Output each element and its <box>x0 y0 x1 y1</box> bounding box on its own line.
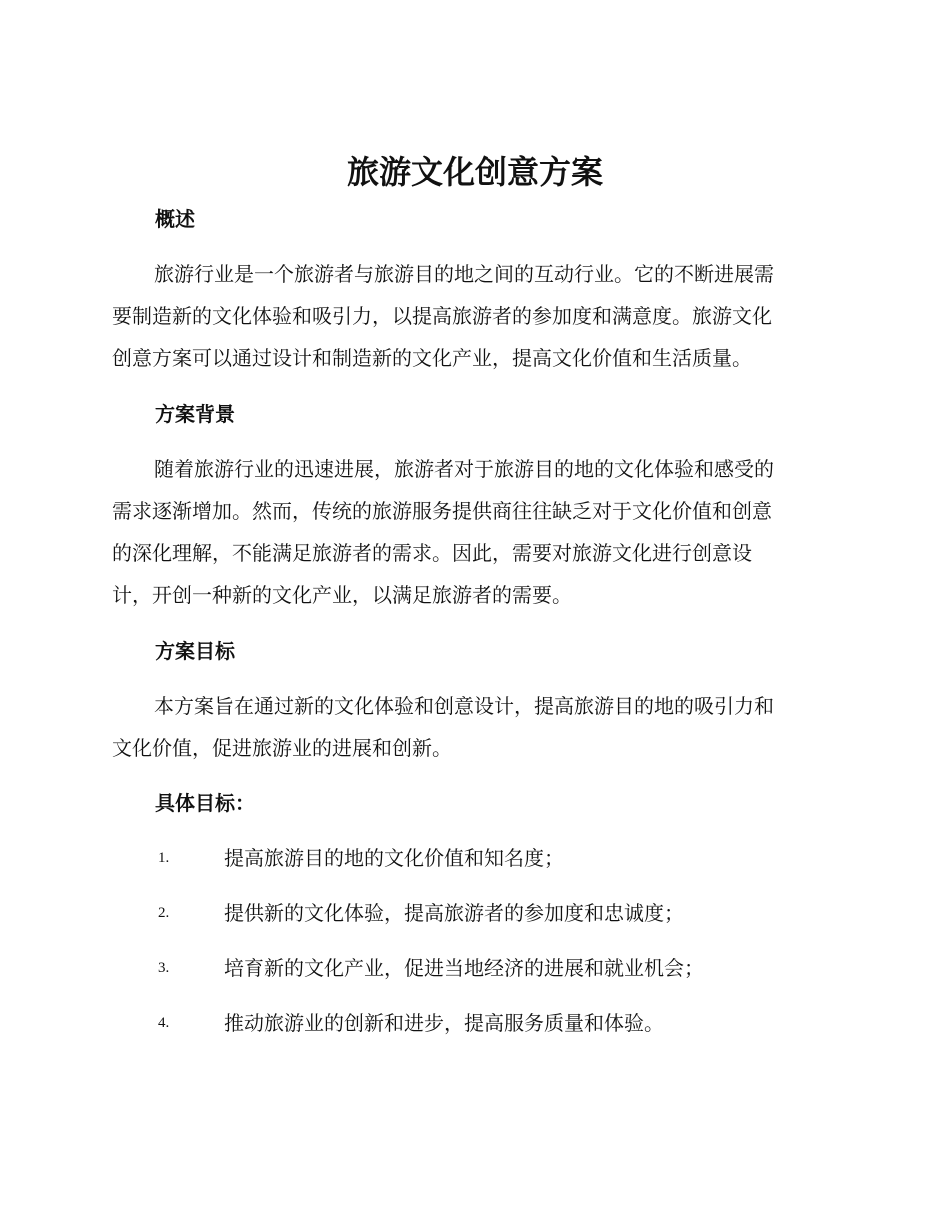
list-item-number: 4. <box>158 1015 170 1031</box>
list-item-text: 培育新的文化产业，促进当地经济的进展和就业机会； <box>224 956 704 980</box>
paragraph-line: 创意方案可以通过设计和制造新的文化产业，提高文化价值和生活质量。 <box>112 346 752 370</box>
goals-heading: 具体目标： <box>155 791 255 815</box>
section-heading-overview: 概述 <box>155 207 195 231</box>
paragraph-line: 要制造新的文化体验和吸引力，以提高旅游者的参加度和满意度。旅游文化 <box>112 304 772 328</box>
list-item-number: 1. <box>158 850 170 866</box>
list-item <box>158 1008 838 1038</box>
paragraph-line: 文化价值，促进旅游业的进展和创新。 <box>112 736 452 760</box>
list-item <box>158 898 838 928</box>
list-item-number: 2. <box>158 905 170 921</box>
list-item-text: 推动旅游业的创新和进步，提高服务质量和体验。 <box>224 1011 664 1035</box>
list-item <box>158 953 838 983</box>
section-paragraph-overview <box>112 253 832 379</box>
section-heading-goals: 方案目标 <box>155 639 235 663</box>
list-item <box>158 843 838 873</box>
paragraph-line: 旅游行业是一个旅游者与旅游目的地之间的互动行业。它的不断进展需 <box>154 262 774 286</box>
paragraph-line: 需求逐渐增加。然而，传统的旅游服务提供商往往缺乏对于文化价值和创意 <box>112 499 772 523</box>
paragraph-line: 随着旅游行业的迅速进展，旅游者对于旅游目的地的文化体验和感受的 <box>154 457 774 481</box>
list-item-text: 提供新的文化体验，提高旅游者的参加度和忠诚度； <box>224 901 684 925</box>
paragraph-line: 的深化理解，不能满足旅游者的需求。因此，需要对旅游文化进行创意设 <box>112 541 752 565</box>
list-item-number: 3. <box>158 960 170 976</box>
section-heading-background: 方案背景 <box>155 402 235 426</box>
paragraph-line: 本方案旨在通过新的文化体验和创意设计，提高旅游目的地的吸引力和 <box>154 694 774 718</box>
section-paragraph-goals <box>112 685 832 769</box>
paragraph-line: 计，开创一种新的文化产业，以满足旅游者的需要。 <box>112 583 572 607</box>
document-title: 旅游文化创意方案 <box>346 153 603 191</box>
section-paragraph-background <box>112 448 832 616</box>
list-item-text: 提高旅游目的地的文化价值和知名度； <box>224 846 564 870</box>
